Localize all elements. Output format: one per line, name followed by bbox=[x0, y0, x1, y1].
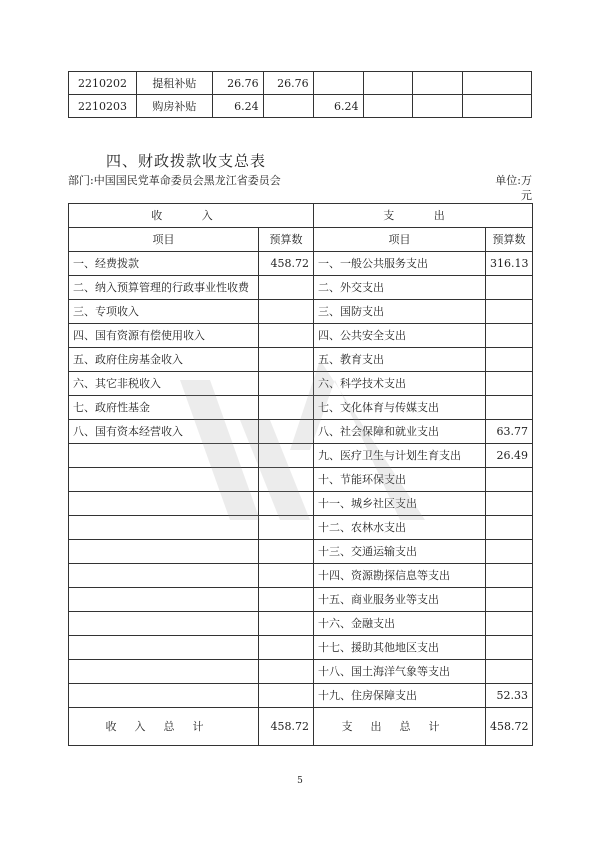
expense-item: 六、科学技术支出 bbox=[314, 372, 486, 396]
expense-item: 五、教育支出 bbox=[314, 348, 486, 372]
expense-amount bbox=[486, 468, 533, 492]
table-row bbox=[69, 684, 533, 708]
income-item-header: 项目 bbox=[69, 228, 259, 252]
expense-item: 十八、国土海洋气象等支出 bbox=[314, 660, 486, 684]
expense-item: 十七、援助其他地区支出 bbox=[314, 636, 486, 660]
expense-total-label: 支出总计 bbox=[314, 708, 486, 746]
income-item bbox=[69, 636, 259, 660]
top-cell-code: 2210203 bbox=[69, 95, 137, 118]
expense-amount bbox=[486, 540, 533, 564]
income-item bbox=[69, 684, 259, 708]
expense-total-amount: 458.72 bbox=[486, 708, 533, 746]
top-cell-code: 2210202 bbox=[69, 72, 137, 95]
income-budget-header: 预算数 bbox=[259, 228, 314, 252]
income-amount bbox=[259, 276, 314, 300]
top-cell-name: 提租补贴 bbox=[136, 72, 212, 95]
table-row bbox=[69, 636, 533, 660]
expense-amount bbox=[486, 348, 533, 372]
top-cell-c7 bbox=[413, 95, 463, 118]
income-amount bbox=[259, 540, 314, 564]
income-total-label: 收入总计 bbox=[69, 708, 259, 746]
expense-amount bbox=[486, 636, 533, 660]
expense-amount bbox=[486, 660, 533, 684]
top-cell-c6 bbox=[363, 72, 413, 95]
expense-budget-header: 预算数 bbox=[486, 228, 533, 252]
top-table-row bbox=[69, 95, 532, 118]
top-table-row bbox=[69, 72, 532, 95]
expense-amount bbox=[486, 516, 533, 540]
expense-item: 八、社会保障和就业支出 bbox=[314, 420, 486, 444]
top-cell-c5: 6.24 bbox=[313, 95, 363, 118]
income-item bbox=[69, 612, 259, 636]
expense-item: 七、文化体育与传媒支出 bbox=[314, 396, 486, 420]
income-item: 五、政府住房基金收入 bbox=[69, 348, 259, 372]
expense-item: 十二、农林水支出 bbox=[314, 516, 486, 540]
top-cell-name: 购房补贴 bbox=[136, 95, 212, 118]
expense-amount: 316.13 bbox=[486, 252, 533, 276]
income-item: 七、政府性基金 bbox=[69, 396, 259, 420]
income-item bbox=[69, 540, 259, 564]
income-total-amount: 458.72 bbox=[259, 708, 314, 746]
department-label: 部门:中国国民党革命委员会黑龙江省委员会 bbox=[68, 174, 281, 187]
top-cell-c8 bbox=[463, 95, 532, 118]
income-amount bbox=[259, 684, 314, 708]
expense-item: 十五、商业服务业等支出 bbox=[314, 588, 486, 612]
income-amount bbox=[259, 660, 314, 684]
top-table bbox=[68, 71, 532, 118]
expense-item: 十、节能环保支出 bbox=[314, 468, 486, 492]
expense-amount bbox=[486, 588, 533, 612]
expense-amount bbox=[486, 372, 533, 396]
income-amount: 458.72 bbox=[259, 252, 314, 276]
income-item: 一、经费拨款 bbox=[69, 252, 259, 276]
income-amount bbox=[259, 564, 314, 588]
page-number: 5 bbox=[297, 776, 303, 786]
expense-amount bbox=[486, 612, 533, 636]
watermark-logo bbox=[170, 320, 430, 520]
expense-item: 九、医疗卫生与计划生育支出 bbox=[314, 444, 486, 468]
top-cell-c6 bbox=[363, 95, 413, 118]
income-item bbox=[69, 660, 259, 684]
table-row bbox=[69, 660, 533, 684]
expense-item: 十一、城乡社区支出 bbox=[314, 492, 486, 516]
expense-amount bbox=[486, 396, 533, 420]
top-cell-c7 bbox=[413, 72, 463, 95]
expense-amount bbox=[486, 276, 533, 300]
expense-header: 支 出 bbox=[314, 204, 533, 228]
income-item bbox=[69, 564, 259, 588]
expense-item: 一、一般公共服务支出 bbox=[314, 252, 486, 276]
section-heading: 四、财政拨款收支总表 bbox=[106, 152, 267, 170]
table-row bbox=[69, 564, 533, 588]
income-item: 三、专项收入 bbox=[69, 300, 259, 324]
expense-amount bbox=[486, 564, 533, 588]
table-row bbox=[69, 612, 533, 636]
expense-item: 十三、交通运输支出 bbox=[314, 540, 486, 564]
top-cell-c3: 6.24 bbox=[212, 95, 263, 118]
expense-amount: 26.49 bbox=[486, 444, 533, 468]
income-amount bbox=[259, 588, 314, 612]
expense-item: 二、外交支出 bbox=[314, 276, 486, 300]
top-cell-c5 bbox=[313, 72, 363, 95]
table-row bbox=[69, 540, 533, 564]
income-item: 四、国有资源有偿使用收入 bbox=[69, 324, 259, 348]
income-item bbox=[69, 588, 259, 612]
income-amount bbox=[259, 612, 314, 636]
table-row bbox=[69, 276, 533, 300]
expense-amount bbox=[486, 492, 533, 516]
income-amount bbox=[259, 636, 314, 660]
expense-item: 十九、住房保障支出 bbox=[314, 684, 486, 708]
table-row bbox=[69, 252, 533, 276]
income-item: 二、纳入预算管理的行政事业性收费 bbox=[69, 276, 259, 300]
top-cell-c4: 26.76 bbox=[263, 72, 313, 95]
expense-item: 三、国防支出 bbox=[314, 300, 486, 324]
income-item: 六、其它非税收入 bbox=[69, 372, 259, 396]
expense-amount bbox=[486, 300, 533, 324]
expense-amount bbox=[486, 324, 533, 348]
expense-item: 十六、金融支出 bbox=[314, 612, 486, 636]
unit-label: 单位:万元 bbox=[495, 174, 532, 202]
income-header: 收 入 bbox=[69, 204, 314, 228]
table-row bbox=[69, 588, 533, 612]
expense-item-header: 项目 bbox=[314, 228, 486, 252]
top-cell-c3: 26.76 bbox=[212, 72, 263, 95]
income-item: 八、国有资本经营收入 bbox=[69, 420, 259, 444]
expense-amount: 52.33 bbox=[486, 684, 533, 708]
expense-amount: 63.77 bbox=[486, 420, 533, 444]
expense-item: 十四、资源勘探信息等支出 bbox=[314, 564, 486, 588]
expense-item: 四、公共安全支出 bbox=[314, 324, 486, 348]
top-cell-c8 bbox=[463, 72, 532, 95]
top-cell-c4 bbox=[263, 95, 313, 118]
